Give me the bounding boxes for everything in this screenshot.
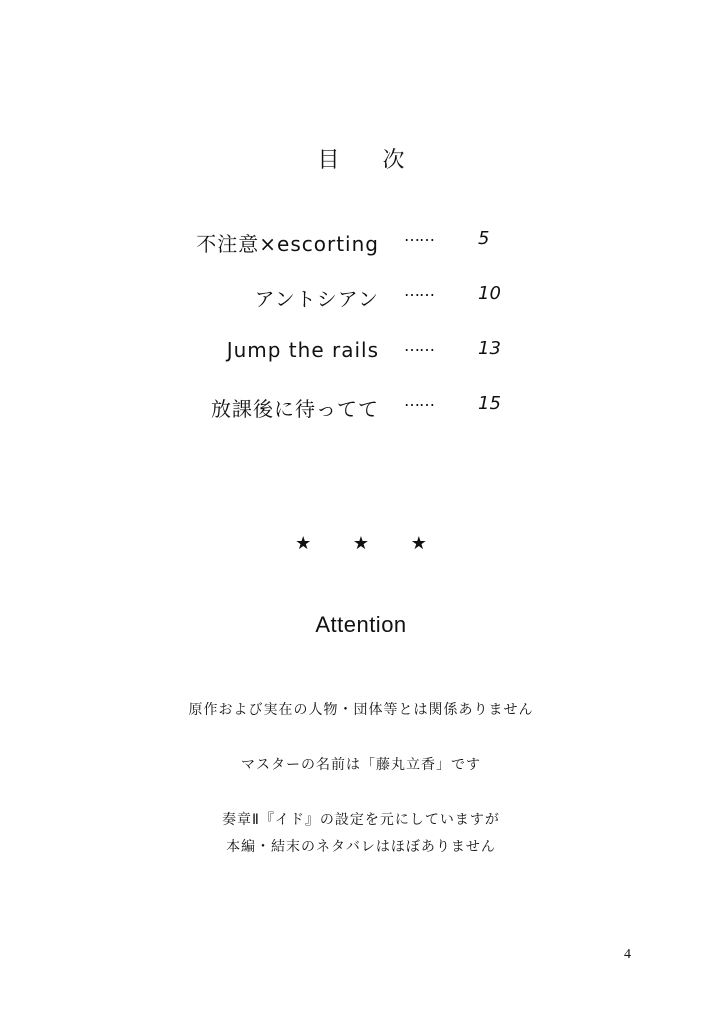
toc-entry — [0, 283, 722, 313]
toc-title: 目 次 — [317, 148, 423, 173]
toc-page-number: 10 — [478, 283, 501, 304]
toc-entry — [0, 393, 722, 423]
page-number: 4 — [624, 947, 631, 962]
toc-page-number: 15 — [478, 393, 501, 414]
attention-note: 原作および実在の人物・団体等とは関係ありません — [188, 702, 534, 718]
toc-leader-dots: …… — [404, 281, 434, 300]
toc-entry-title: Jump the rails — [226, 338, 379, 362]
toc-entry — [0, 228, 722, 258]
attention-heading: Attention — [315, 612, 407, 637]
toc-entry-title: アントシアン — [254, 287, 379, 311]
attention-note: マスターの名前は「藤丸立香」です — [241, 757, 481, 773]
attention-note: 本編・結末のネタバレはほぼありません — [226, 839, 496, 855]
toc-page-number: 5 — [478, 228, 490, 249]
toc-entry-title: 不注意×escorting — [196, 232, 379, 256]
toc-leader-dots: …… — [404, 226, 434, 245]
star-divider: ★ ★ ★ — [295, 533, 445, 554]
toc-entry — [0, 338, 722, 368]
toc-page-number: 13 — [478, 338, 501, 359]
toc-entry-title: 放課後に待ってて — [211, 397, 379, 421]
attention-note: 奏章Ⅱ『イド』の設定を元にしていますが — [222, 812, 500, 828]
toc-leader-dots: …… — [404, 336, 434, 355]
toc-leader-dots: …… — [404, 391, 434, 410]
